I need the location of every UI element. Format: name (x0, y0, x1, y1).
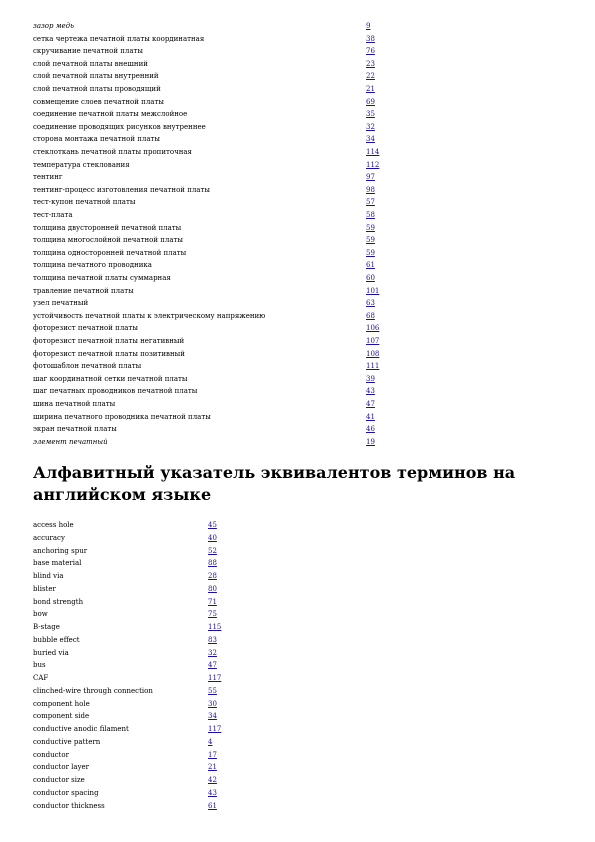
index-entry (0, 570, 595, 582)
page-number-link[interactable]: 101 (366, 286, 380, 295)
index-term: температура стеклования (33, 160, 130, 169)
index-entry (0, 33, 595, 45)
page-number-link[interactable]: 80 (208, 584, 217, 593)
page-number-link[interactable]: 45 (208, 521, 217, 529)
index-term: conductor spacing (33, 788, 99, 797)
page-number-link[interactable]: 117 (208, 725, 222, 733)
index-term: фоторезист печатной платы негативный (33, 337, 185, 345)
index-term: узел печатный (33, 299, 89, 308)
index-term: accuracy (33, 533, 65, 542)
index-term: bow (33, 610, 48, 619)
index-entry (0, 133, 595, 145)
index-entry (0, 519, 595, 531)
index-term: тест-плата (33, 211, 73, 219)
index-term: conductor size (33, 776, 85, 784)
index-term: совмещение слоев печатной платы (33, 97, 164, 106)
page-number-link[interactable]: 21 (366, 85, 375, 93)
index-term: conductor thickness (33, 801, 105, 810)
index-term: фотошаблон печатной платы (33, 362, 142, 371)
index-term: шина печатной платы (33, 400, 116, 408)
index-term: buried via (33, 648, 69, 657)
index-term: соединение проводящих рисунков внутреннее (33, 122, 206, 131)
index-entry (0, 310, 595, 322)
index-term: шаг печатных проводников печатной платы (33, 387, 198, 396)
index-term: ширина печатного проводника печатной платы (33, 412, 211, 421)
page-number-link[interactable]: 34 (366, 135, 375, 144)
index-entry (0, 736, 595, 748)
index-term: conductor (33, 750, 69, 759)
page-number-link[interactable]: 42 (208, 776, 217, 784)
page-number-link[interactable]: 40 (208, 533, 217, 542)
page-number-link[interactable]: 68 (366, 311, 375, 320)
index-term: устойчивость печатной платы к электрическому напряжению (33, 311, 266, 320)
index-entry (0, 20, 595, 32)
index-entry (0, 297, 595, 309)
index-term: conductive anodic filament (33, 725, 129, 733)
section-heading: Алфавитный указатель эквивалентов терминов на английском языке (33, 463, 516, 504)
index-entry (0, 583, 595, 595)
index-entry (0, 621, 595, 633)
page-number-link[interactable]: 30 (208, 699, 217, 708)
page-number-link[interactable]: 61 (208, 801, 217, 810)
index-term: bond strength (33, 597, 84, 606)
index-entry (0, 70, 595, 82)
index-term: blind via (33, 572, 64, 580)
index-entry (0, 698, 595, 710)
index-term: фоторезист печатной платы позитивный (33, 349, 185, 358)
index-entry (0, 608, 595, 620)
index-entry (0, 545, 595, 557)
index-term: толщина односторонней печатной платы (33, 248, 187, 257)
index-term: сторона монтажа печатной платы (33, 135, 160, 144)
index-entry (0, 398, 595, 410)
index-entry (0, 196, 595, 208)
index-term: шаг координатной сетки печатной платы (33, 374, 188, 383)
index-entry (0, 761, 595, 773)
index-term: тентинг (33, 173, 63, 182)
index-term: тентинг-процесс изготовления печатной платы (33, 185, 210, 194)
index-term: экран печатной платы (33, 425, 117, 434)
index-entry (0, 557, 595, 569)
index-term: conductor layer (33, 763, 90, 772)
page-number-link[interactable]: 4 (208, 737, 213, 746)
index-entry (0, 348, 595, 360)
index-entry (0, 647, 595, 659)
index-term: слой печатной платы внутренний (33, 72, 159, 81)
page-number-link[interactable]: 57 (366, 198, 375, 207)
index-entry (0, 121, 595, 133)
page-number-link[interactable]: 59 (366, 248, 375, 257)
index-term: component side (33, 712, 90, 721)
index-term: фоторезист печатной платы (33, 324, 138, 333)
page-number-link[interactable]: 43 (366, 387, 375, 396)
index-entry (0, 108, 595, 120)
index-entry (0, 58, 595, 70)
page-number-link[interactable]: 52 (208, 546, 217, 555)
index-term: зазор медь (33, 22, 74, 30)
index-term: соединение печатной платы межслойное (33, 110, 188, 119)
index-entry (0, 634, 595, 646)
index-entry (0, 723, 595, 735)
index-term: толщина печатной платы суммарная (33, 274, 171, 282)
page-number-link[interactable]: 76 (366, 47, 375, 56)
page-number-link[interactable]: 39 (366, 374, 375, 383)
page-number-link[interactable]: 19 (366, 437, 375, 446)
page-number-link[interactable]: 60 (366, 274, 375, 282)
index-entry (0, 373, 595, 385)
index-entry (0, 749, 595, 761)
index-entry (0, 685, 595, 697)
index-term: скручивание печатной платы (33, 47, 143, 56)
page-number-link[interactable]: 106 (366, 324, 380, 333)
index-entry (0, 659, 595, 671)
index-term: bubble effect (33, 635, 80, 644)
page-number-link[interactable]: 59 (366, 223, 375, 232)
index-entry (0, 710, 595, 722)
page-number-link[interactable]: 108 (366, 349, 380, 358)
page-number-link[interactable]: 75 (208, 610, 217, 619)
page-number-link[interactable]: 115 (208, 623, 222, 631)
page-number-link[interactable]: 107 (366, 337, 380, 345)
page-number-link[interactable]: 117 (208, 674, 222, 682)
index-entry (0, 83, 595, 95)
index-entry (0, 596, 595, 608)
page-number-link[interactable]: 59 (366, 236, 375, 245)
index-term: base material (33, 559, 82, 568)
page-number-link[interactable]: 28 (208, 572, 217, 580)
index-entry (0, 423, 595, 435)
page-number-link[interactable]: 112 (366, 160, 380, 169)
page-number-link[interactable]: 58 (366, 211, 375, 219)
index-entry (0, 45, 595, 57)
index-entry (0, 96, 595, 108)
index-entry (0, 171, 595, 183)
page-number-link[interactable]: 88 (208, 559, 217, 568)
index-term: B-stage (33, 623, 60, 631)
index-term: стеклоткань печатной платы пропиточная (33, 148, 192, 156)
page-number-link[interactable]: 83 (208, 635, 217, 644)
index-entry (0, 322, 595, 334)
index-term: component hole (33, 699, 90, 708)
index-entry (0, 272, 595, 284)
index-entry (0, 385, 595, 397)
index-entry (0, 436, 595, 448)
index-entry (0, 774, 595, 786)
index-entry (0, 247, 595, 259)
index-entry (0, 411, 595, 423)
page-number-link[interactable]: 111 (366, 362, 380, 371)
index-term: слой печатной платы проводящий (33, 85, 161, 93)
page-number-link[interactable]: 22 (366, 72, 375, 81)
index-entry (0, 146, 595, 158)
index-entry (0, 222, 595, 234)
page-number-link[interactable]: 41 (366, 412, 375, 421)
page-number-link[interactable]: 38 (366, 34, 375, 43)
page-number-link[interactable]: 47 (208, 661, 217, 670)
index-term: толщина печатного проводника (33, 261, 152, 270)
page-number-link[interactable]: 61 (366, 261, 375, 270)
page-number-link[interactable]: 23 (366, 59, 375, 68)
index-entry (0, 787, 595, 799)
page-number-link[interactable]: 17 (208, 750, 217, 759)
index-term: CAF (33, 674, 49, 682)
page-number-link[interactable]: 114 (366, 148, 380, 156)
page-number-link[interactable]: 46 (366, 425, 375, 434)
page-number-link[interactable]: 63 (366, 299, 375, 308)
page-number-link[interactable]: 43 (208, 788, 217, 797)
index-entry (0, 360, 595, 372)
page-number-link[interactable]: 97 (366, 173, 375, 182)
index-term: access hole (33, 521, 74, 529)
index-entry (0, 532, 595, 544)
page-number-link[interactable]: 71 (208, 597, 217, 606)
index-entry (0, 259, 595, 271)
page-number-link[interactable]: 47 (366, 400, 375, 408)
index-term: толщина двусторонней печатной платы (33, 223, 182, 232)
index-entry (0, 335, 595, 347)
page-number-link[interactable]: 98 (366, 185, 375, 194)
index-term: blister (33, 584, 56, 593)
index-term: слой печатной платы внешний (33, 59, 148, 68)
index-term: bus (33, 661, 46, 670)
index-entry (0, 159, 595, 171)
page-number-link[interactable]: 32 (366, 122, 375, 131)
index-term: clinched-wire through connection (33, 686, 153, 695)
index-entry (0, 800, 595, 812)
index-term: элемент печатный (33, 437, 108, 446)
page-number-link[interactable]: 35 (366, 110, 375, 119)
page-number-link[interactable]: 21 (208, 763, 217, 772)
index-entry (0, 672, 595, 684)
index-term: сетка чертежа печатной платы координатная (33, 34, 205, 43)
index-term: тест-купон печатной платы (33, 198, 136, 207)
index-entry (0, 209, 595, 221)
page-number-link[interactable]: 55 (208, 686, 217, 695)
index-term: толщина многослойной печатной платы (33, 236, 183, 245)
index-entry (0, 285, 595, 297)
page-number-link[interactable]: 9 (366, 22, 371, 30)
page-number-link[interactable]: 69 (366, 97, 375, 106)
page-number-link[interactable]: 34 (208, 712, 217, 721)
index-entry (0, 184, 595, 196)
index-term: anchoring spur (33, 546, 88, 555)
page-number-link[interactable]: 32 (208, 648, 217, 657)
index-term: conductive pattern (33, 737, 101, 746)
index-entry (0, 234, 595, 246)
index-term: травление печатной платы (33, 286, 134, 295)
